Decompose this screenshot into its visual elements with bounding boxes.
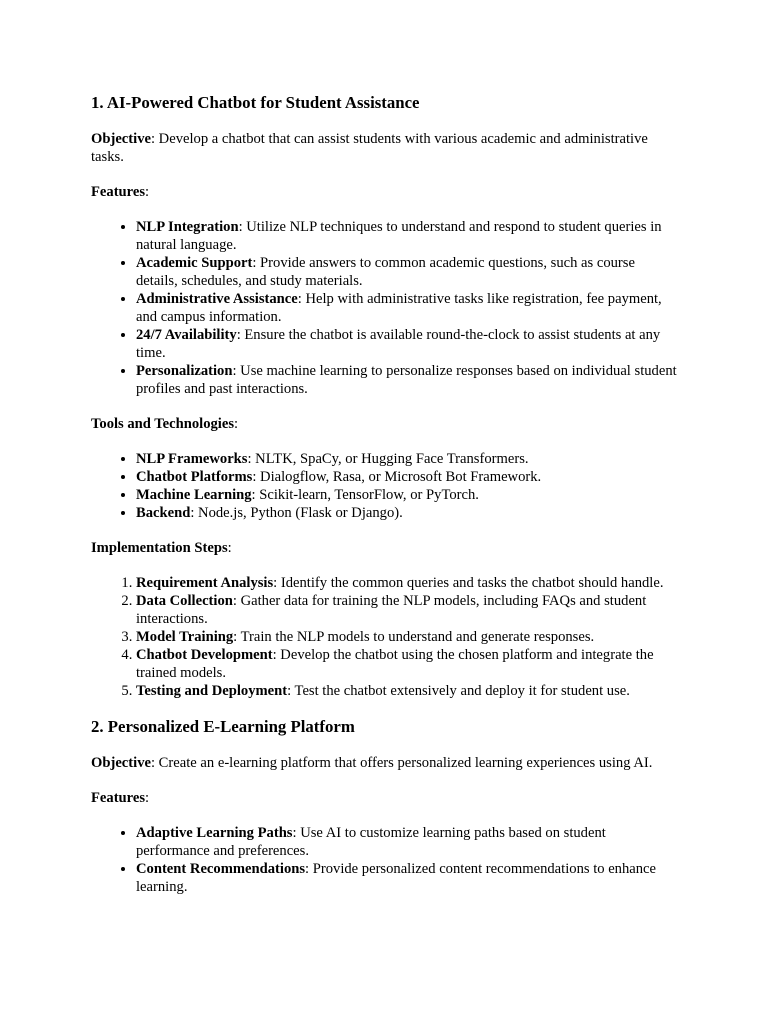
list-item [136, 646, 678, 682]
features-suffix: : [145, 790, 150, 806]
section-1-features-list [91, 218, 678, 398]
list-item-term: 24/7 Availability [136, 327, 237, 343]
list-item-term: Backend [136, 505, 191, 521]
section-1-tools-heading [91, 415, 678, 433]
list-item [136, 326, 678, 362]
list-item-term: Chatbot Development [136, 647, 273, 663]
list-item [136, 824, 678, 860]
list-item-term: Content Recommendations [136, 861, 306, 877]
list-item [136, 290, 678, 326]
objective-text: : Create an e-learning platform that offers personalized learning experiences using AI. [150, 755, 653, 771]
list-item-term: Adaptive Learning Paths [136, 825, 293, 841]
list-item-text: : Train the NLP models to understand and generate responses. [233, 629, 595, 645]
tools-label: Tools and Technologies [91, 416, 235, 432]
list-item [136, 254, 678, 290]
list-item-text: : Scikit-learn, TensorFlow, or PyTorch. [251, 487, 479, 503]
objective-label: Objective [91, 131, 151, 147]
list-item-term: Machine Learning [136, 487, 252, 503]
list-item-text: : Provide answers to common academic questions, such as course details, schedules, and study materials. [136, 255, 635, 289]
list-item [136, 468, 678, 486]
list-item [136, 218, 678, 254]
section-1-objective [91, 130, 678, 166]
list-item-text: : Use machine learning to personalize responses based on individual student profiles and past interactions. [136, 363, 677, 397]
list-item-text: : Provide personalized content recommendations to enhance learning. [136, 861, 656, 895]
objective-text: : Develop a chatbot that can assist students with various academic and administrative tasks. [91, 131, 648, 165]
list-item-term: Requirement Analysis [136, 575, 274, 591]
features-label: Features [91, 790, 146, 806]
tools-suffix: : [234, 416, 239, 432]
section-1-steps-heading [91, 539, 678, 557]
list-item-term: NLP Integration [136, 219, 239, 235]
list-item-term: Personalization [136, 363, 233, 379]
section-1-steps-list [91, 574, 678, 700]
list-item-text: : Develop the chatbot using the chosen platform and integrate the trained models. [136, 647, 654, 681]
list-item [136, 628, 678, 646]
list-item [136, 860, 678, 896]
section-1-features-heading [91, 183, 678, 201]
list-item-term: Data Collection [136, 593, 233, 609]
section-1-title: 1. AI-Powered Chatbot for Student Assistance [91, 93, 420, 112]
steps-label: Implementation Steps [91, 540, 228, 556]
list-item-text: : Use AI to customize learning paths based on student performance and preferences. [136, 825, 606, 859]
list-item-term: Chatbot Platforms [136, 469, 253, 485]
list-item [136, 682, 678, 700]
list-item-text: : Utilize NLP techniques to understand and respond to student queries in natural language. [136, 219, 662, 253]
list-item [136, 362, 678, 398]
list-item-text: : Identify the common queries and tasks the chatbot should handle. [273, 575, 664, 591]
section-1-tools-list [91, 450, 678, 522]
list-item [136, 450, 678, 468]
list-item [136, 592, 678, 628]
list-item-text: : NLTK, SpaCy, or Hugging Face Transformers. [247, 451, 529, 467]
list-item-term: Administrative Assistance [136, 291, 298, 307]
list-item-text: : Gather data for training the NLP models, including FAQs and student interactions. [136, 593, 647, 627]
features-suffix: : [145, 184, 150, 200]
list-item-term: Model Training [136, 629, 234, 645]
list-item-term: Academic Support [136, 255, 253, 271]
list-item-term: NLP Frameworks [136, 451, 248, 467]
objective-label: Objective [91, 755, 151, 771]
list-item [136, 504, 678, 522]
list-item-text: : Node.js, Python (Flask or Django). [190, 505, 403, 521]
section-2-features-list [91, 824, 678, 896]
list-item-text: : Test the chatbot extensively and deploy it for student use. [287, 683, 630, 699]
list-item-term: Testing and Deployment [136, 683, 288, 699]
features-label: Features [91, 184, 146, 200]
section-2-title: 2. Personalized E-Learning Platform [91, 717, 355, 736]
section-2-features-heading [91, 789, 678, 807]
list-item-text: : Help with administrative tasks like registration, fee payment, and campus information. [136, 291, 662, 325]
list-item-text: : Dialogflow, Rasa, or Microsoft Bot Framework. [252, 469, 542, 485]
list-item [136, 486, 678, 504]
section-2-objective [91, 754, 678, 772]
list-item [136, 574, 678, 592]
list-item-text: : Ensure the chatbot is available round-the-clock to assist students at any time. [136, 327, 661, 361]
steps-suffix: : [227, 540, 232, 556]
